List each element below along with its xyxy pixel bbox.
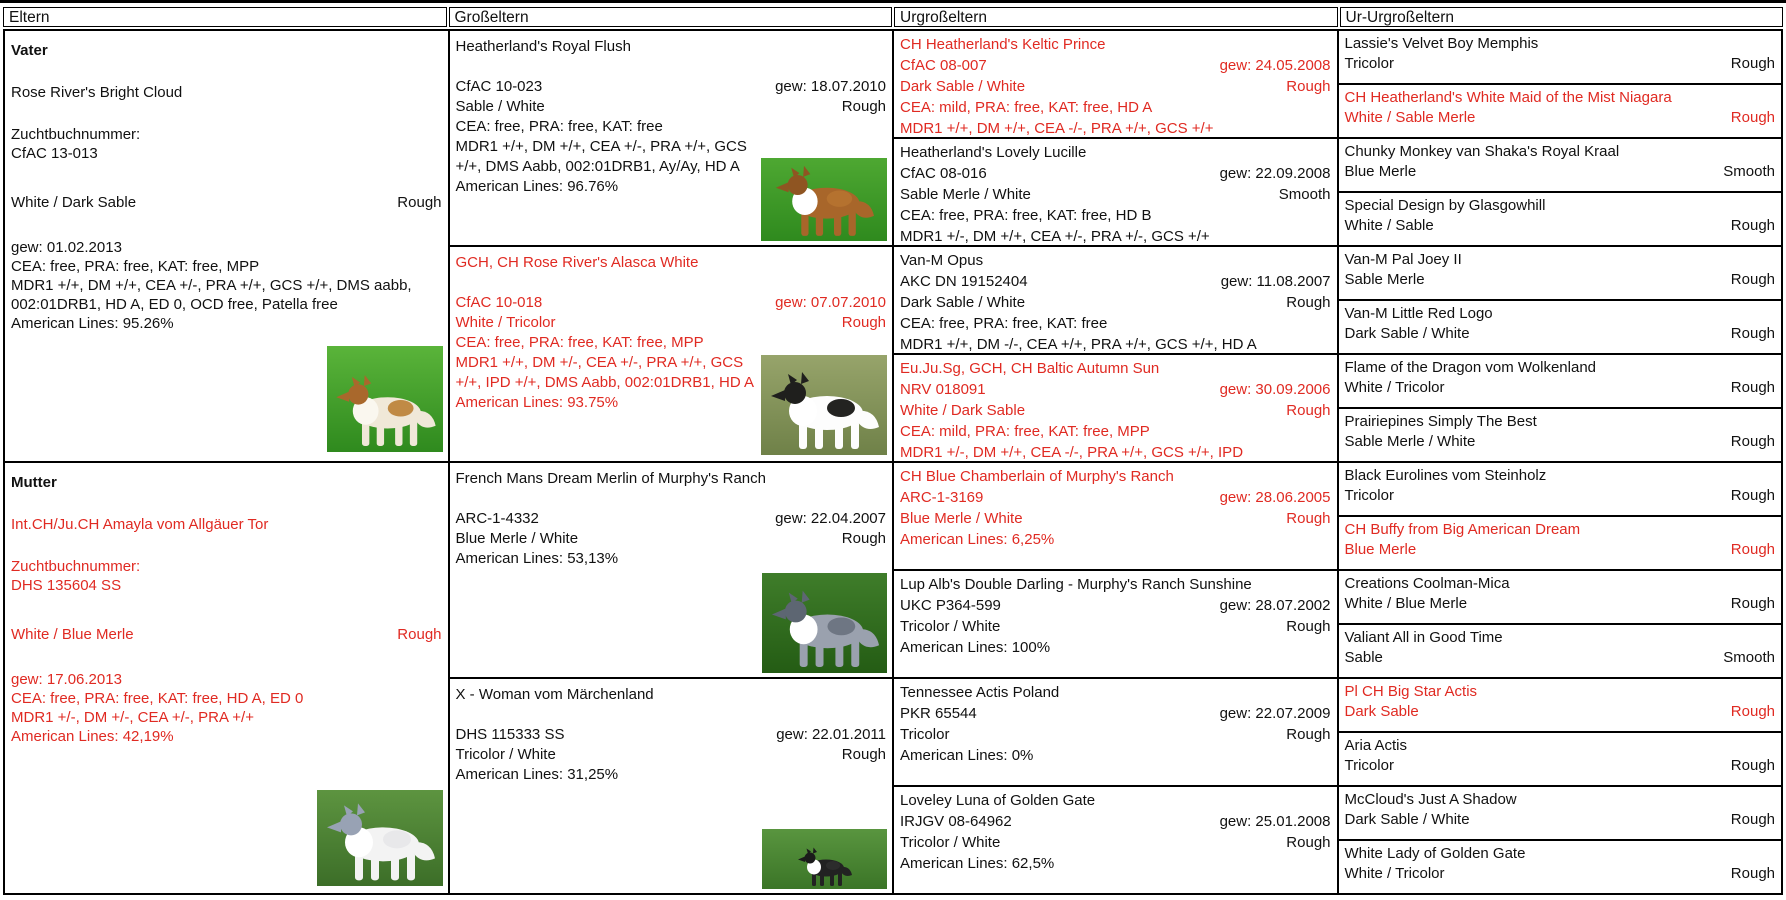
dog-name: X - Woman vom Märchenland [455,686,654,703]
column-header-eltern: Eltern [3,7,447,27]
birth-date: gew: 22.09.2008 [1219,165,1331,182]
cell-gggrandparent-10 [1339,517,1782,569]
dog-color: Dark Sable [1344,703,1419,720]
registration-number: PKR 65544 [900,705,977,722]
dog-name: Rose River's Bright Cloud [11,84,183,101]
coat-type: Rough [1730,865,1775,882]
coat-type: Rough [841,98,886,115]
dog-photo [762,829,887,889]
dog-color: Dark Sable / White [900,294,1026,311]
dog-name: Prairiepines Simply The Best [1344,413,1537,430]
cell-gggrandparent-16 [1339,841,1782,893]
registration-number: CfAC 10-023 [455,78,543,95]
health-line-2: MDR1 +/-, DM +/-, CEA +/-, PRA +/+ [11,709,254,726]
coat-type: Rough [1286,834,1331,851]
birth-date: gew: 07.07.2010 [775,294,886,311]
registration-number: NRV 018091 [900,381,986,398]
dog-color: White / Tricolor [1344,865,1445,882]
cell-grandparent-4 [450,679,893,893]
coat-type: Rough [1730,379,1775,396]
dog-color: Tricolor [1344,487,1394,504]
dog-name: Van-M Pal Joey II [1344,251,1462,268]
dog-name: Eu.Ju.Sg, GCH, CH Baltic Autumn Sun [900,360,1160,377]
studbook-label: Zuchtbuchnummer: [11,558,141,575]
dog-name: GCH, CH Rose River's Alasca White [455,254,699,271]
cell-grandparent-2 [450,247,893,461]
health-line-1: CEA: free, PRA: free, KAT: free [455,118,663,135]
coat-type: Rough [1730,595,1775,612]
health-line-1: CEA: mild, PRA: free, KAT: free, MPP [900,423,1150,440]
birth-date: gew: 25.01.2008 [1219,813,1331,830]
dog-color: Dark Sable / White [900,78,1026,95]
generation-header-row [3,7,1783,27]
dog-color: Dark Sable / White [1344,811,1470,828]
coat-type: Rough [1730,811,1775,828]
dog-color: Sable [1344,649,1383,666]
coat-type: Rough [1730,433,1775,450]
coat-type: Rough [1286,294,1331,311]
coat-type: Rough [841,314,886,331]
dog-color: Sable Merle / White [900,186,1031,203]
birth-date: gew: 17.06.2013 [11,671,122,688]
coat-type: Rough [1730,109,1775,126]
coat-type: Smooth [1723,163,1775,180]
dog-color: White / Tricolor [455,314,556,331]
column-header-urgrosseltern: Urgroßeltern [894,7,1338,27]
health-line-1: CEA: free, PRA: free, KAT: free, MPP [11,258,260,275]
dog-photo [327,346,443,452]
dog-name: Aria Actis [1344,737,1408,754]
health-line-2: MDR1 +/+, DM +/+, CEA -/-, PRA +/+, GCS +/+ [900,120,1214,137]
column-header-ururgrosseltern: Ur-Urgroßeltern [1340,7,1784,27]
cell-greatgrandparent-8 [894,787,1337,893]
dog-color: Tricolor [1344,757,1394,774]
health-line-2: MDR1 +/+, DM +/-, CEA +/-, PRA +/+, GCS +/+, IPD +/+, DMS Aabb, 002:01DRB1, HD A [455,354,754,391]
dog-color: White / Sable [1344,217,1434,234]
american-lines: American Lines: 31,25% [455,766,619,783]
dog-name: Flame of the Dragon vom Wolkenland [1344,359,1597,376]
dog-name: Heatherland's Lovely Lucille [900,144,1087,161]
birth-date: gew: 18.07.2010 [775,78,886,95]
birth-date: gew: 11.08.2007 [1220,273,1331,290]
registration-number: ARC-1-3169 [900,489,984,506]
dog-color: Tricolor / White [900,834,1001,851]
coat-type: Rough [1286,726,1331,743]
top-border [0,0,1786,3]
dog-name: Lassie's Velvet Boy Memphis [1344,35,1539,52]
dog-color: Dark Sable / White [1344,325,1470,342]
registration-number: CfAC 08-007 [900,57,987,74]
birth-date: gew: 28.06.2005 [1219,489,1331,506]
coat-type: Rough [1286,402,1331,419]
birth-date: gew: 28.07.2002 [1219,597,1331,614]
american-lines: American Lines: 95.26% [11,315,174,332]
dog-color: White / Tricolor [1344,379,1445,396]
cell-gggrandparent-15 [1339,787,1782,839]
american-lines: American Lines: 62,5% [900,855,1055,872]
dog-color: Tricolor [1344,55,1394,72]
american-lines: American Lines: 6,25% [900,531,1055,548]
dog-color: Blue Merle [1344,541,1417,558]
registration-number: IRJGV 08-64962 [900,813,1012,830]
health-line-2: MDR1 +/+, DM +/+, CEA +/-, PRA +/+, GCS +/+, DMS Aabb, 002:01DRB1, Ay/Ay, HD A [455,138,747,175]
coat-type: Rough [841,530,886,547]
column-grosseltern [450,31,893,893]
cell-gggrandparent-8 [1339,409,1782,461]
dog-name: Special Design by Glasgowhill [1344,197,1546,214]
dog-color: Tricolor [900,726,950,743]
cell-gggrandparent-6 [1339,301,1782,353]
cell-greatgrandparent-5 [894,463,1337,569]
cell-gggrandparent-9 [1339,463,1782,515]
american-lines: American Lines: 0% [900,747,1034,764]
dog-name: CH Buffy from Big American Dream [1344,521,1581,538]
dog-name: Creations Coolman-Mica [1344,575,1510,592]
coat-type: Rough [1730,703,1775,720]
column-urgrosseltern [894,31,1337,893]
coat-type: Rough [1286,78,1331,95]
cell-greatgrandparent-6 [894,571,1337,677]
dog-photo [761,158,887,241]
cell-gggrandparent-12 [1339,625,1782,677]
dog-name: Loveley Luna of Golden Gate [900,792,1096,809]
cell-greatgrandparent-1 [894,31,1337,137]
coat-type: Rough [841,746,886,763]
registration-number: CfAC 10-018 [455,294,543,311]
registration-number: UKC P364-599 [900,597,1001,614]
health-line-2: MDR1 +/+, DM +/+, CEA +/-, PRA +/+, GCS +/+, DMS aabb, 002:01DRB1, HD A, ED 0, OCD free, Patella free [11,277,412,313]
dog-name: Chunky Monkey van Shaka's Royal Kraal [1344,143,1620,160]
dog-name: Pl CH Big Star Actis [1344,683,1478,700]
cell-gggrandparent-1 [1339,31,1782,83]
health-line-2: MDR1 +/-, DM +/+, CEA +/-, PRA +/-, GCS +/+ [900,228,1210,245]
dog-photo [762,573,887,673]
studbook-number: CfAC 13-013 [11,145,98,162]
cell-greatgrandparent-4 [894,355,1337,461]
cell-grandparent-1 [450,31,893,245]
cell-gggrandparent-4 [1339,193,1782,245]
dog-name: CH Blue Chamberlain of Murphy's Ranch [900,468,1174,485]
coat-type: Rough [1286,510,1331,527]
coat-type: Rough [1730,325,1775,342]
dog-color: Tricolor / White [455,746,556,763]
dog-color: White / Dark Sable [900,402,1026,419]
health-line-1: CEA: free, PRA: free, KAT: free [900,315,1108,332]
cell-grandparent-3 [450,463,893,677]
coat-type: Rough [1286,618,1331,635]
parent-role-label: Mutter [11,474,57,491]
health-line-2: MDR1 +/+, DM -/-, CEA +/+, PRA +/+, GCS +/+, HD A [900,336,1257,353]
birth-date: gew: 22.04.2007 [775,510,886,527]
dog-name: Black Eurolines vom Steinholz [1344,467,1547,484]
coat-type: Rough [1730,757,1775,774]
coat-type: Rough [397,626,442,643]
dog-color: Blue Merle [1344,163,1417,180]
cell-gggrandparent-11 [1339,571,1782,623]
american-lines: American Lines: 42,19% [11,728,174,745]
birth-date: gew: 30.09.2006 [1219,381,1331,398]
column-ururgrosseltern [1339,31,1782,893]
birth-date: gew: 24.05.2008 [1219,57,1331,74]
dog-name: Int.CH/Ju.CH Amayla vom Allgäuer Tor [11,516,269,533]
coat-type: Smooth [1723,649,1775,666]
dog-name: White Lady of Golden Gate [1344,845,1526,862]
dog-color: Sable / White [455,98,545,115]
registration-number: ARC-1-4332 [455,510,539,527]
coat-type: Rough [1730,271,1775,288]
health-line-1: CEA: free, PRA: free, KAT: free, HD B [900,207,1152,224]
health-line-1: CEA: free, PRA: free, KAT: free, HD A, ED 0 [11,690,304,707]
cell-gggrandparent-13 [1339,679,1782,731]
dog-color: White / Blue Merle [11,626,134,643]
dog-color: Sable Merle [1344,271,1425,288]
coat-type: Rough [1730,541,1775,558]
coat-type: Rough [397,194,442,211]
dog-name: Heatherland's Royal Flush [455,38,631,55]
dog-name: Tennessee Actis Poland [900,684,1060,701]
american-lines: American Lines: 100% [900,639,1051,656]
dog-name: Van-M Opus [900,252,984,269]
registration-number: AKC DN 19152404 [900,273,1028,290]
american-lines: American Lines: 93.75% [455,394,619,411]
pedigree-grid [3,29,1783,895]
birth-date: gew: 01.02.2013 [11,239,122,256]
dog-name: McCloud's Just A Shadow [1344,791,1517,808]
cell-greatgrandparent-2 [894,139,1337,245]
dog-photo [317,790,443,886]
dog-name: CH Heatherland's Keltic Prince [900,36,1106,53]
cell-gggrandparent-5 [1339,247,1782,299]
cell-gggrandparent-14 [1339,733,1782,785]
dog-color: Sable Merle / White [1344,433,1476,450]
dog-name: CH Heatherland's White Maid of the Mist Niagara [1344,89,1672,106]
birth-date: gew: 22.01.2011 [776,726,886,743]
dog-color: Blue Merle / White [455,530,579,547]
cell-greatgrandparent-7 [894,679,1337,785]
coat-type: Rough [1730,55,1775,72]
cell-greatgrandparent-3 [894,247,1337,353]
registration-number: CfAC 08-016 [900,165,987,182]
coat-type: Rough [1730,487,1775,504]
dog-photo [761,355,887,455]
dog-color: White / Dark Sable [11,194,137,211]
dog-name: Lup Alb's Double Darling - Murphy's Ranch Sunshine [900,576,1252,593]
dog-name: Van-M Little Red Logo [1344,305,1493,322]
cell-gggrandparent-7 [1339,355,1782,407]
health-line-2: MDR1 +/-, DM +/+, CEA -/-, PRA +/+, GCS +/+, IPD [900,444,1244,461]
column-header-grosseltern: Großeltern [449,7,893,27]
coat-type: Rough [1730,217,1775,234]
registration-number: DHS 115333 SS [455,726,565,743]
cell-mutter [5,463,448,893]
birth-date: gew: 22.07.2009 [1219,705,1331,722]
dog-color: White / Blue Merle [1344,595,1468,612]
cell-gggrandparent-3 [1339,139,1782,191]
american-lines: American Lines: 53,13% [455,550,619,567]
dog-color: White / Sable Merle [1344,109,1476,126]
parent-role-label: Vater [11,42,48,59]
health-line-1: CEA: free, PRA: free, KAT: free, MPP [455,334,704,351]
dog-color: Blue Merle / White [900,510,1023,527]
dog-name: French Mans Dream Merlin of Murphy's Ranch [455,470,766,487]
cell-gggrandparent-2 [1339,85,1782,137]
american-lines: American Lines: 96.76% [455,178,619,195]
coat-type: Smooth [1278,186,1331,203]
dog-color: Tricolor / White [900,618,1001,635]
cell-vater [5,31,448,461]
studbook-label: Zuchtbuchnummer: [11,126,141,143]
health-line-1: CEA: mild, PRA: free, KAT: free, HD A [900,99,1153,116]
dog-name: Valiant All in Good Time [1344,629,1503,646]
studbook-number: DHS 135604 SS [11,577,122,594]
column-eltern [5,31,448,893]
